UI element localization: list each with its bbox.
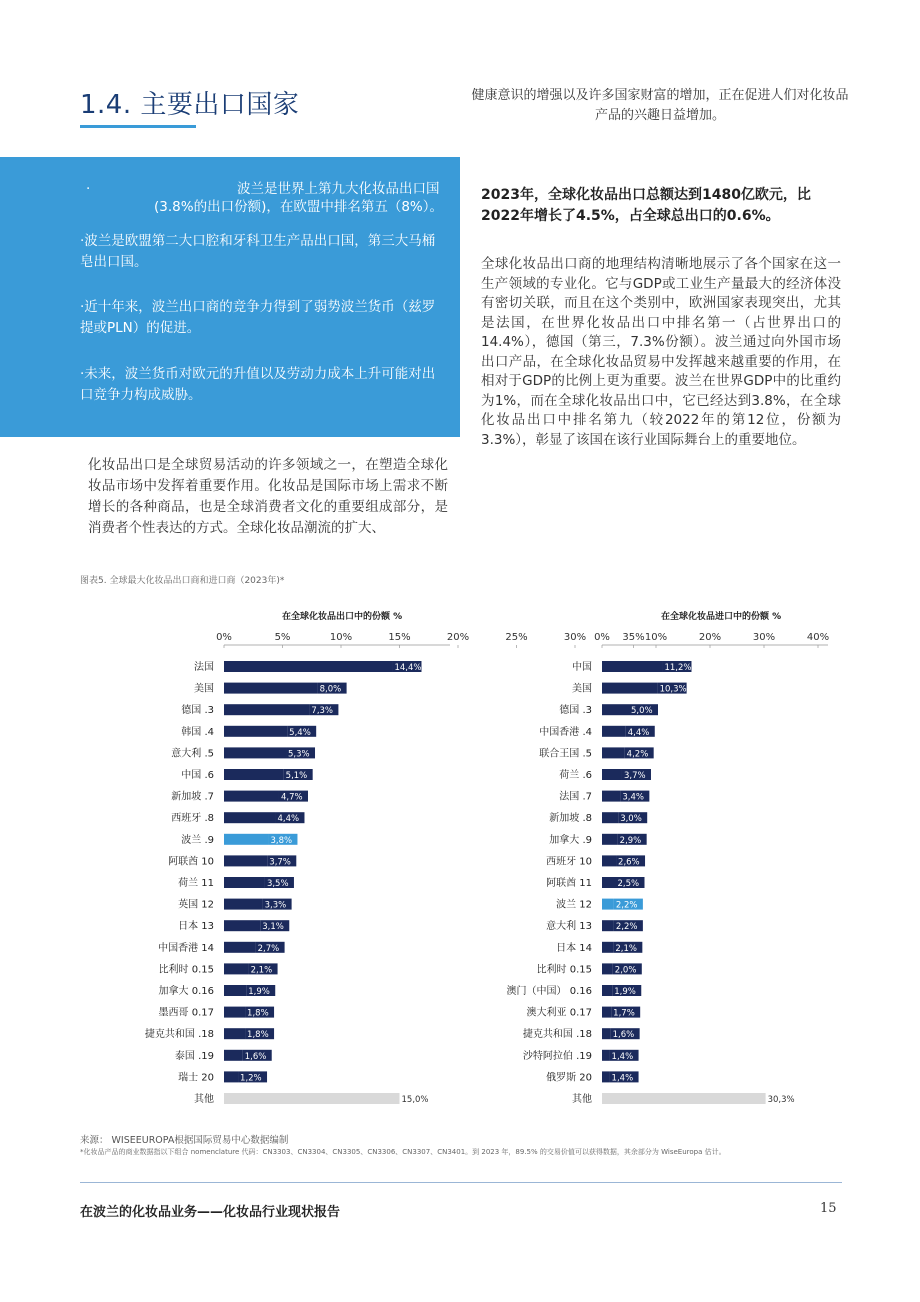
data-label: 2,0%	[614, 965, 637, 976]
data-label: 10,3%	[659, 684, 687, 695]
data-label: 1,9%	[248, 987, 270, 997]
export-total-statement: 2023年，全球化妆品出口总额达到1480亿欧元，比2022年增长了4.5%，占全球总出口的0.6%。	[481, 187, 811, 224]
data-label: 8,0%	[319, 684, 342, 695]
footnote: *化妆品产品的商业数据指以下组合 nomenclature 代码：CN3303、CN3304、CN3305、CN3306、CN3307、CN3401。到 2023 年，89.5% 的交易价值可以获得数据，其余部分为 WiseEuropa 估计。	[80, 1148, 726, 1156]
bar	[602, 1093, 766, 1104]
data-label: 1,9%	[614, 987, 636, 997]
bar	[602, 1071, 610, 1082]
tick-label: 15%	[388, 632, 411, 643]
bar	[602, 920, 614, 931]
category-label: 泰国 .19	[174, 1050, 214, 1062]
category-label: 法国	[194, 662, 214, 673]
chart-title: 在全球化妆品进口中的份额 %	[661, 612, 782, 622]
bar	[602, 683, 658, 694]
category-label: 澳大利亚 0.17	[526, 1007, 592, 1019]
highlight-1-dot: ·	[86, 181, 91, 197]
section-title: 1.4. 主要出口国家	[80, 90, 300, 120]
data-label: 2,2%	[615, 922, 638, 933]
category-label: 捷克共和国 .18	[144, 1029, 214, 1041]
tick-label: 25%	[505, 632, 528, 643]
data-label: 5,0%	[631, 706, 653, 717]
category-label: 澳门（中国） 0.16	[506, 986, 592, 997]
category-label: 西班牙 .8	[171, 813, 214, 825]
highlight-3: ·近十年来，波兰出口商的竞争力得到了弱势波兰货币（兹罗提或PLN）的促进。	[80, 299, 436, 336]
category-label: 美国	[194, 683, 214, 695]
category-label: 其他	[194, 1094, 214, 1105]
data-label: 15,0%	[401, 1095, 429, 1105]
bar	[602, 855, 616, 866]
category-label: 日本 14	[556, 942, 592, 954]
tick-label: 35%	[622, 632, 645, 643]
category-label: 荷兰 .6	[559, 770, 592, 781]
category-label: 阿联酋 11	[546, 878, 592, 889]
data-label: 5,3%	[288, 749, 310, 760]
bar	[224, 726, 287, 737]
data-label: 3,1%	[262, 922, 284, 933]
data-label: 2,1%	[615, 943, 637, 954]
data-label: 5,4%	[289, 727, 311, 738]
category-label: 加拿大 0.16	[158, 986, 214, 997]
data-label: 4,4%	[277, 814, 300, 825]
category-label: 其他	[572, 1094, 592, 1105]
data-label: 1,7%	[613, 1008, 635, 1019]
category-label: 德国 .3	[559, 705, 592, 717]
category-label: 日本 13	[178, 921, 214, 933]
category-label: 中国香港 14	[158, 942, 214, 954]
tick-label: 40%	[806, 632, 830, 643]
data-label: 1,4%	[611, 1051, 634, 1062]
category-label: 沙特阿拉伯 .19	[522, 1050, 592, 1062]
footer-title: 在波兰的化妆品业务——化妆品行业现状报告	[80, 1205, 341, 1220]
data-label: 1,2%	[240, 1073, 262, 1084]
bar	[602, 747, 625, 758]
category-label: 加拿大 .9	[549, 834, 592, 846]
bar	[602, 1028, 611, 1039]
bar	[224, 1093, 400, 1104]
data-label: 3,3%	[264, 900, 287, 911]
bar	[224, 1050, 243, 1061]
bar	[224, 812, 275, 823]
data-label: 2,7%	[257, 943, 280, 954]
category-label: 波兰 12	[556, 899, 592, 911]
data-label: 4,2%	[626, 749, 649, 760]
bar	[224, 791, 279, 802]
data-label: 1,4%	[611, 1073, 634, 1084]
figure-caption: 图表5. 全球最大化妆品出口商和进口商（2023年)*	[80, 576, 285, 586]
bar	[602, 1050, 610, 1061]
bar	[602, 963, 613, 974]
tick-label: 5%	[274, 632, 291, 643]
tick-label: 0%	[216, 632, 232, 643]
tick-label: 30%	[752, 632, 776, 643]
tick-label: 10%	[644, 632, 668, 643]
data-label: 4,7%	[280, 792, 303, 803]
bar	[224, 877, 265, 888]
bar	[602, 769, 622, 780]
bar	[224, 855, 267, 866]
data-label: 2,5%	[617, 879, 640, 889]
category-label: 荷兰 11	[178, 878, 214, 889]
chart-title: 在全球化妆品出口中的份额 %	[282, 612, 403, 622]
footer-divider	[80, 1182, 842, 1183]
category-label: 德国 .3	[181, 705, 214, 717]
bar	[602, 834, 618, 845]
bar	[224, 985, 246, 996]
data-label: 1,8%	[247, 1030, 269, 1041]
category-label: 墨西哥 0.17	[158, 1007, 214, 1019]
data-label: 2,1%	[250, 965, 273, 976]
bar	[602, 985, 612, 996]
bar	[602, 791, 620, 802]
bar	[224, 834, 268, 845]
importers-chart	[507, 610, 830, 1105]
category-label: 中国香港 .4	[539, 726, 592, 738]
bar	[224, 704, 309, 715]
bar	[224, 1007, 245, 1018]
data-label: 3,8%	[270, 835, 293, 846]
data-label: 30,3%	[767, 1095, 795, 1105]
data-label: 2,6%	[618, 857, 640, 868]
tick-label: 0%	[594, 632, 610, 643]
data-label: 3,7%	[623, 771, 646, 781]
tick-label: 20%	[698, 632, 722, 643]
category-label: 比利时 0.15	[158, 964, 214, 976]
category-label: 中国 .6	[181, 770, 214, 781]
bar	[602, 1007, 611, 1018]
bar	[602, 899, 614, 910]
bar	[602, 812, 618, 823]
category-label: 比利时 0.15	[536, 964, 592, 976]
category-label: 波兰 .9	[181, 834, 214, 846]
tick-label: 20%	[446, 632, 470, 643]
category-label: 意大利 13	[546, 921, 592, 933]
data-label: 1,8%	[247, 1008, 269, 1019]
source-note: 来源： WISEEUROPA根据国际贸易中心数据编制	[80, 1135, 289, 1146]
data-label: 3,0%	[620, 814, 642, 825]
category-label: 中国	[572, 662, 592, 673]
tick-label: 30%	[563, 632, 587, 643]
highlight-1-line2: (3.8%的出口份额)，在欧盟中排名第五（8%）。	[154, 199, 443, 215]
category-label: 英国 12	[178, 899, 214, 911]
right-paragraph: 全球化妆品出口商的地理结构清晰地展示了各个国家在这一生产领域的专业化。它与GDP或工业生产量最大的经济体没有密切关联，而且在这个类别中，欧洲国家表现突出，尤其是法国，在世界化妆品出口中排名第一（占世界出口的 14.4%），德国（第三，7.3%份额）。波兰通过向外国市场出口产品，在全球化妆品贸易中发挥越来越重要的作用，在相对于GDP的比例上更为重要。波兰在世界GDP中的比重约为1%，而在全球化妆品出口中，它已经达到3.8%，在全球化妆品出口中排名第九（较2022年的第12位，份额为3.3%），彰显了该国在该行业国际舞台上的重要地位。	[481, 256, 841, 448]
bar	[602, 877, 616, 888]
category-label: 联合王国 .5	[539, 748, 592, 760]
category-label: 俄罗斯 20	[546, 1072, 592, 1084]
category-label: 意大利 .5	[171, 748, 214, 760]
data-label: 2,2%	[615, 900, 638, 911]
page-number: 15	[820, 1201, 837, 1216]
category-label: 新加坡 .7	[171, 791, 214, 803]
category-label: 瑞士 20	[178, 1072, 214, 1084]
data-label: 4,4%	[627, 727, 650, 738]
bar	[224, 747, 286, 758]
tick-label: 10%	[329, 632, 353, 643]
category-label: 西班牙 10	[546, 856, 592, 868]
data-label: 3,7%	[269, 857, 291, 868]
data-label: 1,6%	[612, 1030, 635, 1041]
data-label: 7,3%	[311, 706, 334, 717]
bar	[224, 1071, 238, 1082]
bar	[602, 704, 629, 715]
left-paragraph: 化妆品出口是全球贸易活动的许多领域之一，在塑造全球化妆品市场中发挥着重要作用。化妆品是国际市场上需求不断增长的各种商品，也是全球消费者文化的重要组成部分，是消费者个性表达的方式。全球化妆品潮流的扩大、	[88, 457, 448, 536]
bar	[224, 661, 392, 672]
category-label: 捷克共和国 .18	[522, 1029, 592, 1041]
bar	[602, 726, 626, 737]
bar	[602, 942, 613, 953]
category-label: 新加坡 .8	[549, 813, 592, 825]
bar	[224, 769, 284, 780]
charts-area	[0, 595, 920, 1115]
title-underline	[80, 125, 196, 128]
data-label: 2,9%	[619, 835, 642, 846]
data-label: 1,6%	[244, 1051, 267, 1062]
highlight-4: ·未来，波兰货币对欧元的升值以及劳动力成本上升可能对出口竞争力构成威胁。	[80, 366, 436, 403]
bar	[602, 661, 662, 672]
bar	[224, 1028, 245, 1039]
data-label: 3,5%	[266, 879, 289, 889]
bar	[224, 942, 256, 953]
category-label: 韩国 .4	[181, 726, 214, 738]
highlight-2: ·波兰是欧盟第二大口腔和牙科卫生产品出口国，第三大马桶皂出口国。	[80, 233, 436, 270]
bar	[224, 683, 318, 694]
intro-continuation: 健康意识的增强以及许多国家财富的增加，正在促进人们对化妆品产品的兴趣日益增加。	[471, 88, 849, 123]
data-label: 3,4%	[622, 792, 644, 803]
bar	[224, 920, 260, 931]
bar	[224, 963, 249, 974]
data-label: 11,2%	[664, 663, 692, 673]
data-label: 5,1%	[285, 771, 308, 781]
category-label: 美国	[572, 683, 592, 695]
category-label: 法国 .7	[559, 791, 592, 803]
data-label: 14,4%	[394, 663, 422, 673]
highlights-box	[0, 157, 460, 437]
highlight-1-line1: 波兰是世界上第九大化妆品出口国	[237, 181, 440, 197]
category-label: 阿联酋 10	[168, 856, 214, 868]
bar	[224, 899, 263, 910]
